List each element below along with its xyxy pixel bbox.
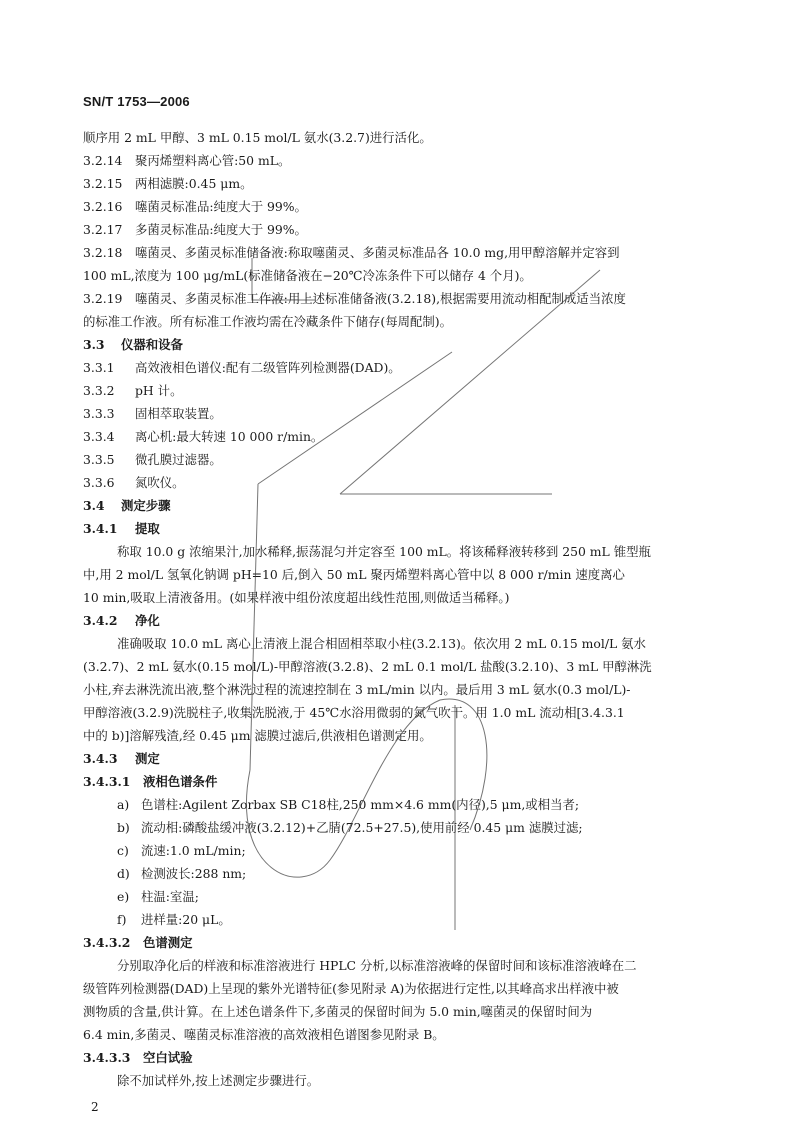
line-text: 级管阵列检测器(DAD)上呈现的紫外光谱特征(参见附录 A)为依据进行定性,以其峰高求出样液中被	[83, 981, 619, 996]
clause-text: 噻菌灵、多菌灵标准储备液:称取噻菌灵、多菌灵标准品各 10.0 mg,用甲醇溶解并定容到	[135, 245, 620, 260]
section-heading-3-4	[83, 498, 171, 514]
line-text: 小柱,弃去淋洗流出液,整个淋洗过程的流速控制在 3 mL/min 以内。最后用 3 mL 氨水(0.3 mol/L)-	[83, 682, 631, 697]
list-label: c)	[117, 843, 129, 858]
section-number: 3.3	[83, 337, 105, 352]
section-number: 3.4.3.2	[83, 935, 131, 950]
line-text: 除不加试样外,按上述测定步骤进行。	[117, 1073, 320, 1088]
clause-3-3-6	[83, 475, 185, 491]
section-title: 测定	[135, 751, 160, 766]
clause-text: 聚丙烯塑料离心管:50 mL。	[135, 153, 291, 168]
section-number: 3.4.3.1	[83, 774, 131, 789]
clause-3-3-5	[83, 452, 222, 468]
clause-text: 离心机:最大转速 10 000 r/min。	[135, 429, 324, 444]
line-text: 分别取净化后的样液和标准溶液进行 HPLC 分析,以标准溶液峰的保留时间和该标准溶液峰在二	[117, 958, 637, 973]
list-text: 流动相:磷酸盐缓冲液(3.2.12)+乙腈(72.5+27.5),使用前经 0.45 μm 滤膜过滤;	[141, 820, 583, 835]
line-text: 10 min,吸取上清液备用。(如果样液中组份浓度超出线性范围,则做适当稀释。)	[83, 590, 510, 605]
clause-text: 固相萃取装置。	[135, 406, 222, 421]
text-line	[83, 1027, 445, 1043]
clause-3-2-15	[83, 176, 252, 192]
line-text: 100 mL,浓度为 100 μg/mL(标准储备液在−20℃冷冻条件下可以储存 4 个月)。	[83, 268, 532, 283]
clause-number: 3.2.16	[83, 199, 123, 214]
text-line	[83, 268, 532, 284]
clause-3-2-18	[83, 245, 620, 261]
text-line	[117, 636, 646, 652]
clause-number: 3.2.15	[83, 176, 123, 191]
section-title: 净化	[135, 613, 160, 628]
section-title: 空白试验	[143, 1050, 193, 1065]
clause-3-3-2	[83, 383, 182, 399]
line-text: 顺序用 2 mL 甲醇、3 mL 0.15 mol/L 氨水(3.2.7)进行活化。	[83, 130, 432, 145]
section-heading-3-4-2	[83, 613, 160, 629]
text-line	[117, 958, 637, 974]
clause-text: 噻菌灵标准品:纯度大于 99%。	[135, 199, 307, 214]
clause-number: 3.2.19	[83, 291, 123, 306]
section-number: 3.4.3.3	[83, 1050, 131, 1065]
clause-text: 两相滤膜:0.45 μm。	[135, 176, 253, 191]
clause-text: 氮吹仪。	[135, 475, 185, 490]
list-text: 色谱柱:Agilent Zorbax SB C18柱,250 mm×4.6 mm(内径),5 μm,或相当者;	[141, 797, 580, 812]
section-title: 色谱测定	[143, 935, 193, 950]
clause-number: 3.2.14	[83, 153, 123, 168]
clause-number: 3.3.1	[83, 360, 115, 375]
section-number: 3.4	[83, 498, 105, 513]
line-text: 的标准工作液。所有标准工作液均需在冷藏条件下储存(每周配制)。	[83, 314, 452, 329]
list-item-a	[117, 797, 579, 813]
text-line	[83, 981, 619, 997]
line-text: 中,用 2 mol/L 氢氧化钠调 pH=10 后,倒入 50 mL 聚丙烯塑料离心管中以 8 000 r/min 速度离心	[83, 567, 625, 582]
section-title: 液相色谱条件	[143, 774, 218, 789]
clause-3-2-17	[83, 222, 307, 238]
line-text: 甲醇溶液(3.2.9)洗脱柱子,收集洗脱液,于 45℃水浴用微弱的氮气吹干。用 1.0 mL 流动相[3.4.3.1	[83, 705, 625, 720]
list-label: e)	[117, 889, 130, 904]
list-item-d	[117, 866, 246, 882]
clause-3-3-4	[83, 429, 323, 445]
section-number: 3.4.2	[83, 613, 118, 628]
text-line	[83, 728, 432, 744]
text-line	[117, 1073, 319, 1089]
list-item-b	[117, 820, 583, 836]
list-label: f)	[117, 912, 127, 927]
line-text: 中的 b)]溶解残渣,经 0.45 μm 滤膜过滤后,供液相色谱测定用。	[83, 728, 432, 743]
section-number: 3.4.3	[83, 751, 118, 766]
clause-number: 3.2.17	[83, 222, 123, 237]
line-text: 称取 10.0 g 浓缩果汁,加水稀释,振荡混匀并定容至 100 mL。将该稀释液转移到 250 mL 锥型瓶	[117, 544, 651, 559]
clause-number: 3.2.18	[83, 245, 123, 260]
clause-text: pH 计。	[135, 383, 183, 398]
list-label: b)	[117, 820, 130, 835]
clause-3-3-1	[83, 360, 401, 376]
clause-text: 微孔膜过滤器。	[135, 452, 222, 467]
clause-3-2-19	[83, 291, 626, 307]
list-label: d)	[117, 866, 130, 881]
list-item-f	[117, 912, 231, 928]
line-text: 测物质的含量,供计算。在上述色谱条件下,多菌灵的保留时间为 5.0 min,噻菌灵的保留时间为	[83, 1004, 593, 1019]
section-title: 仪器和设备	[121, 337, 183, 352]
list-text: 检测波长:288 nm;	[141, 866, 247, 881]
page-number: 2	[91, 1100, 99, 1114]
clause-number: 3.3.2	[83, 383, 115, 398]
line-text: 6.4 min,多菌灵、噻菌灵标准溶液的高效液相色谱图参见附录 B。	[83, 1027, 445, 1042]
text-line	[117, 544, 651, 560]
section-heading-3-4-3	[83, 751, 160, 767]
section-heading-3-3	[83, 337, 183, 353]
clause-3-3-3	[83, 406, 222, 422]
text-line	[83, 705, 625, 721]
text-line	[83, 314, 452, 330]
clause-text: 噻菌灵、多菌灵标准工作液:用上述标准储备液(3.2.18),根据需要用流动相配制成适当浓度	[135, 291, 626, 306]
section-heading-3-4-3-3	[83, 1050, 193, 1066]
clause-text: 高效液相色谱仪:配有二级管阵列检测器(DAD)。	[135, 360, 401, 375]
section-title: 提取	[135, 521, 160, 536]
clause-3-2-14	[83, 153, 290, 169]
clause-3-2-16	[83, 199, 307, 215]
clause-text: 多菌灵标准品:纯度大于 99%。	[135, 222, 307, 237]
list-item-e	[117, 889, 199, 905]
document-id: SN/T 1753—2006	[83, 94, 190, 109]
list-item-c	[117, 843, 246, 859]
text-line	[83, 659, 652, 675]
list-text: 进样量:20 μL。	[141, 912, 231, 927]
text-line	[83, 590, 509, 606]
text-line	[83, 1004, 592, 1020]
text-line	[83, 567, 625, 583]
list-label: a)	[117, 797, 130, 812]
section-title: 测定步骤	[121, 498, 171, 513]
list-text: 流速:1.0 mL/min;	[141, 843, 246, 858]
line-text: 准确吸取 10.0 mL 离心上清液上混合相固相萃取小柱(3.2.13)。依次用 2 mL 0.15 mol/L 氨水	[117, 636, 646, 651]
clause-number: 3.3.6	[83, 475, 115, 490]
clause-number: 3.3.5	[83, 452, 115, 467]
clause-number: 3.3.4	[83, 429, 115, 444]
clause-number: 3.3.3	[83, 406, 115, 421]
section-heading-3-4-3-2	[83, 935, 193, 951]
text-line	[83, 130, 432, 146]
text-line	[83, 682, 631, 698]
pen-stroke-loop	[246, 699, 486, 877]
line-text: (3.2.7)、2 mL 氨水(0.15 mol/L)-甲醇溶液(3.2.8)、2 mL 0.1 mol/L 盐酸(3.2.10)、3 mL 甲醇淋洗	[83, 659, 652, 674]
list-text: 柱温:室温;	[141, 889, 199, 904]
section-number: 3.4.1	[83, 521, 118, 536]
section-heading-3-4-3-1	[83, 774, 217, 790]
section-heading-3-4-1	[83, 521, 160, 537]
